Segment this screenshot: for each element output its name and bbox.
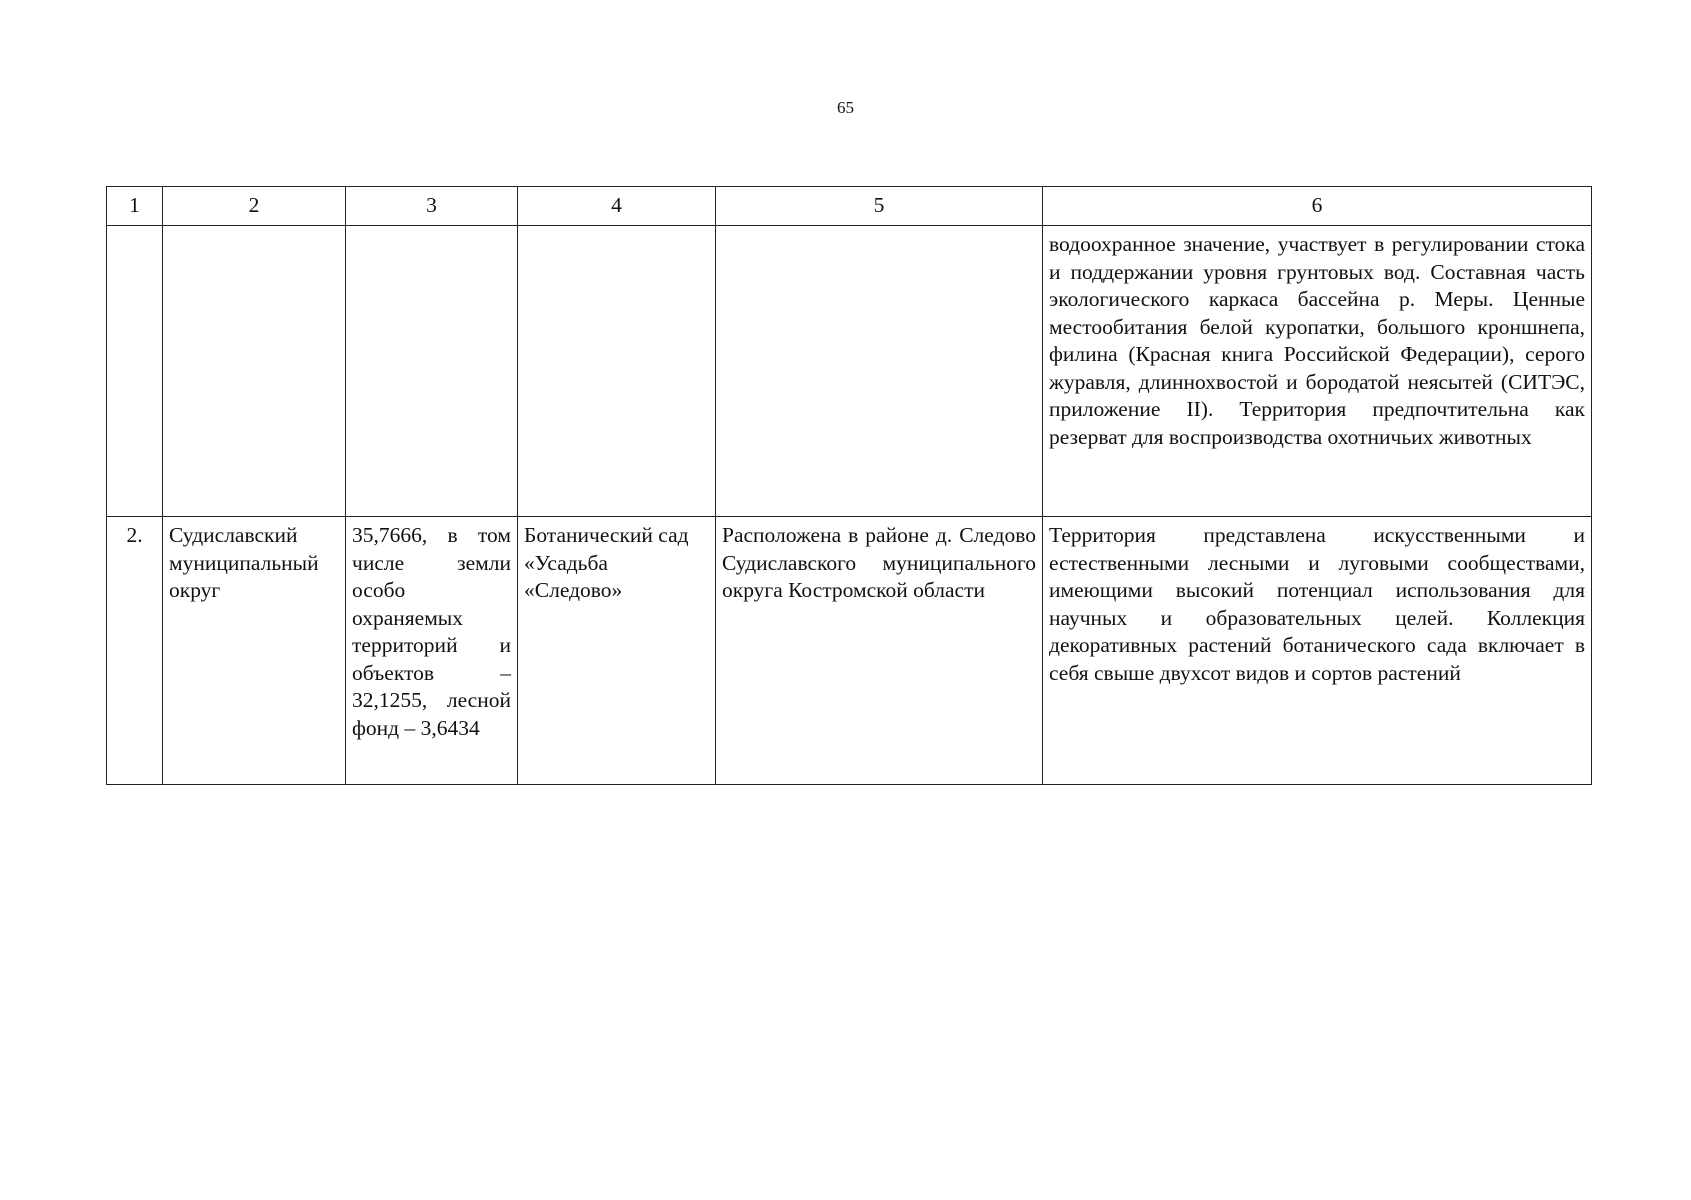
cell-description: Территория представлена искусственными и естественными лесными и луговыми сообществами, имеющими высокий потенциал использования для научных и образовательных целей. Коллекция декоративных растений ботанического сада включает в себя свыше двухсот видов и сортов растений: [1043, 517, 1592, 785]
cell-description: водоохранное значение, участвует в регулировании стока и поддержании уровня грунтовых вод. Составная часть экологического каркаса бассейна р. Меры. Ценные местообитания белой куропатки, большого кроншнепа, филина (Красная книга Российской Федерации), серого журавля, длиннохвостой и бородатой неясытей (СИТЭС, приложение II). Территория предпочтительна как резерват для воспроизводства охотничьих животных: [1043, 226, 1592, 517]
document-table: [106, 186, 1592, 785]
column-header-3: 3: [346, 187, 518, 226]
table-row: [107, 517, 1592, 785]
table-header-row: [107, 187, 1592, 226]
cell-number: 2.: [107, 517, 163, 785]
column-header-2: 2: [163, 187, 346, 226]
cell-location: Расположена в районе д. Следово Судиславского муниципального округа Костромской области: [716, 517, 1043, 785]
cell-number: [107, 226, 163, 517]
cell-municipality: Судиславский муниципальный округ: [163, 517, 346, 785]
table-row: [107, 226, 1592, 517]
cell-area: [346, 226, 518, 517]
cell-municipality: [163, 226, 346, 517]
column-header-1: 1: [107, 187, 163, 226]
column-header-6: 6: [1043, 187, 1592, 226]
page-number: 65: [837, 98, 854, 117]
column-header-4: 4: [518, 187, 716, 226]
column-header-5: 5: [716, 187, 1043, 226]
cell-object-name: Ботанический сад «Усадьба «Следово»: [518, 517, 716, 785]
cell-object-name: [518, 226, 716, 517]
cell-area: 35,7666, в том числе земли особо охраняемых территорий и объектов – 32,1255, лесной фонд – 3,6434: [346, 517, 518, 785]
cell-location: [716, 226, 1043, 517]
